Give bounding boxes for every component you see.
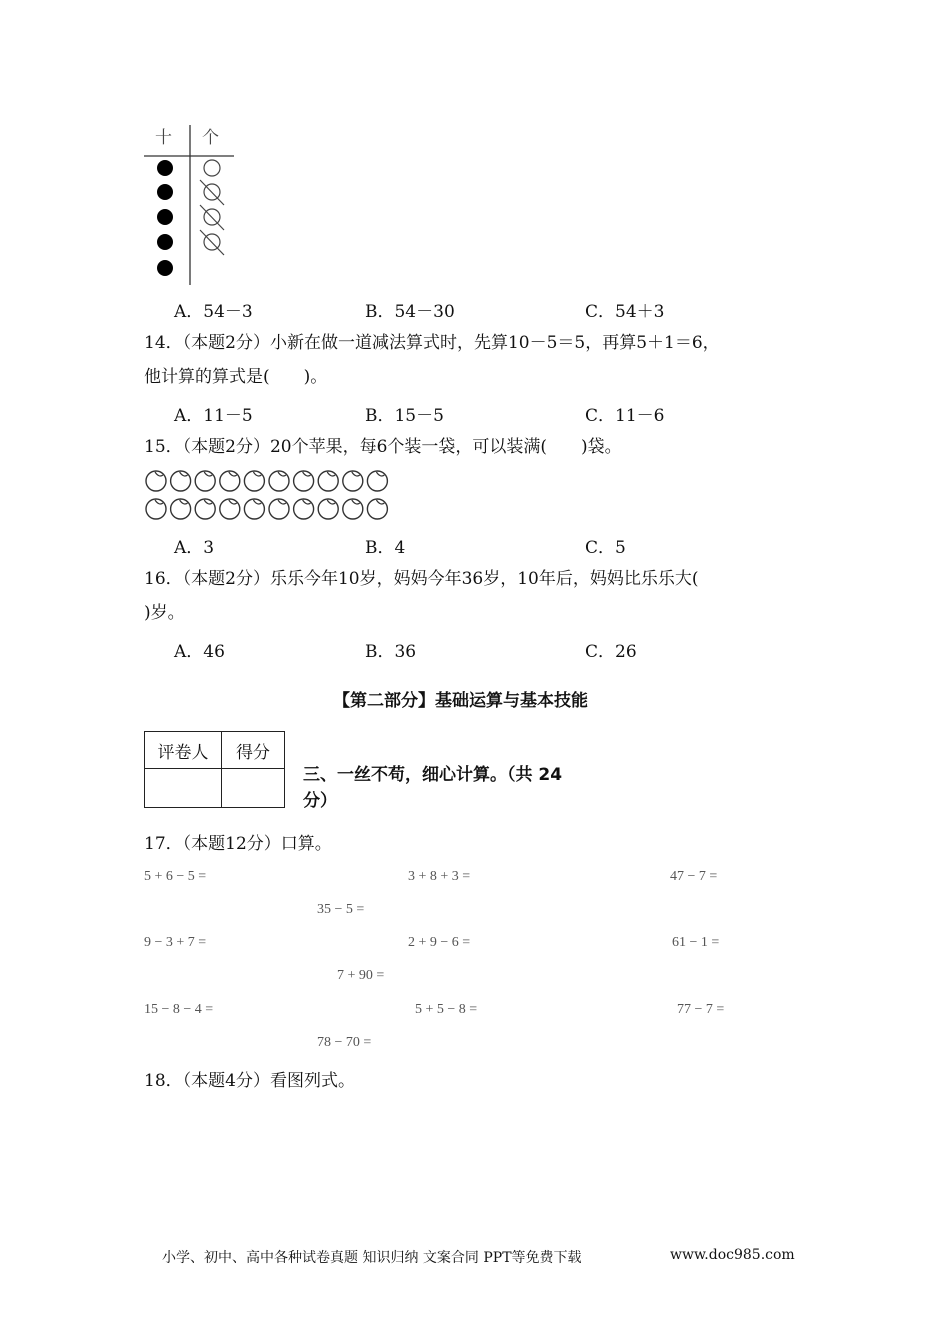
apple-icon xyxy=(269,499,289,519)
calc-item: 7 + 90 = xyxy=(337,968,385,983)
apple-icon xyxy=(244,471,264,491)
calc-item: 3 + 8 + 3 = xyxy=(408,869,471,884)
q17-title: 17．（本题12分）口算。 xyxy=(144,834,332,854)
q15-text-line1: 15．（本题2分）20个苹果，每6个装一袋，可以装满( )袋。 xyxy=(144,437,622,457)
calc-item: 5 + 5 − 8 = xyxy=(415,1002,478,1017)
apple-icon xyxy=(146,471,166,491)
q13-option-a: A．54－3 xyxy=(174,302,253,322)
q16-option-c: C．26 xyxy=(585,642,637,662)
reviewer-header: 评卷人 xyxy=(145,732,222,769)
apple-icon xyxy=(220,499,240,519)
q15-option-b: B．4 xyxy=(365,538,406,558)
q15-option-c: C．5 xyxy=(585,538,626,558)
ones-bead xyxy=(204,160,220,176)
score-header: 得分 xyxy=(222,732,285,769)
q16-text-line2: )岁。 xyxy=(144,603,185,623)
tens-bead xyxy=(157,184,173,200)
score-cell xyxy=(222,769,285,808)
q14-option-c: C．11－6 xyxy=(585,406,665,426)
q16-text-line1: 16．（本题2分）乐乐今年10岁，妈妈今年36岁，10年后，妈妈比乐乐大( xyxy=(144,569,699,589)
apple-icon xyxy=(318,499,338,519)
part2-title: 【第二部分】基础运算与基本技能 xyxy=(333,691,588,711)
apple-icon xyxy=(269,471,289,491)
ones-label: 个 xyxy=(202,128,219,148)
tens-bead xyxy=(157,160,173,176)
apples-svg xyxy=(144,468,399,524)
apple-icon xyxy=(294,471,314,491)
calc-item: 47 − 7 = xyxy=(670,869,718,884)
apple-icon xyxy=(244,499,264,519)
calc-item: 78 − 70 = xyxy=(317,1035,372,1050)
q13-option-c: C．54＋3 xyxy=(585,302,665,322)
reviewer-cell xyxy=(145,769,222,808)
apple-icon xyxy=(367,471,387,491)
apples-picture xyxy=(144,468,399,524)
tens-label: 十 xyxy=(155,128,172,148)
apple-icon xyxy=(294,499,314,519)
apple-icon xyxy=(195,471,215,491)
apple-icon xyxy=(343,471,363,491)
section3-title-line2: 分） xyxy=(303,791,337,811)
q14-text-line2: 他计算的算式是( )。 xyxy=(144,367,328,387)
calc-item: 2 + 9 − 6 = xyxy=(408,935,471,950)
calc-item: 61 − 1 = xyxy=(672,935,720,950)
q15-option-a: A．3 xyxy=(174,538,215,558)
apple-icon xyxy=(171,499,191,519)
footer-left-text: 小学、初中、高中各种试卷真题 知识归纳 文案合同 PPT等免费下载 xyxy=(162,1250,582,1266)
q13-option-b: B．54－30 xyxy=(365,302,455,322)
apple-icon xyxy=(171,471,191,491)
q16-option-a: A．46 xyxy=(174,642,225,662)
tens-bead xyxy=(157,209,173,225)
apple-icon xyxy=(195,499,215,519)
apple-icon xyxy=(146,499,166,519)
place-value-chart xyxy=(140,120,240,290)
tens-bead xyxy=(157,260,173,276)
calc-item: 77 − 7 = xyxy=(677,1002,725,1017)
q14-option-a: A．11－5 xyxy=(174,406,253,426)
calc-item: 5 + 6 − 5 = xyxy=(144,869,207,884)
footer-url: www.doc985.com xyxy=(670,1247,795,1263)
calc-item: 15 − 8 − 4 = xyxy=(144,1002,214,1017)
apple-icon xyxy=(343,499,363,519)
q14-option-b: B．15－5 xyxy=(365,406,444,426)
q14-text-line1: 14．（本题2分）小新在做一道减法算式时，先算10－5＝5，再算5＋1＝6， xyxy=(144,333,720,353)
tens-bead xyxy=(157,234,173,250)
calc-item: 35 − 5 = xyxy=(317,902,365,917)
apple-icon xyxy=(220,471,240,491)
calc-item: 9 − 3 + 7 = xyxy=(144,935,207,950)
q18-title: 18．（本题4分）看图列式。 xyxy=(144,1071,355,1091)
apple-icon xyxy=(318,471,338,491)
score-table xyxy=(144,731,285,808)
section3-title-line1: 三、一丝不苟，细心计算。（共 24 xyxy=(303,765,563,785)
apple-icon xyxy=(367,499,387,519)
q16-option-b: B．36 xyxy=(365,642,417,662)
